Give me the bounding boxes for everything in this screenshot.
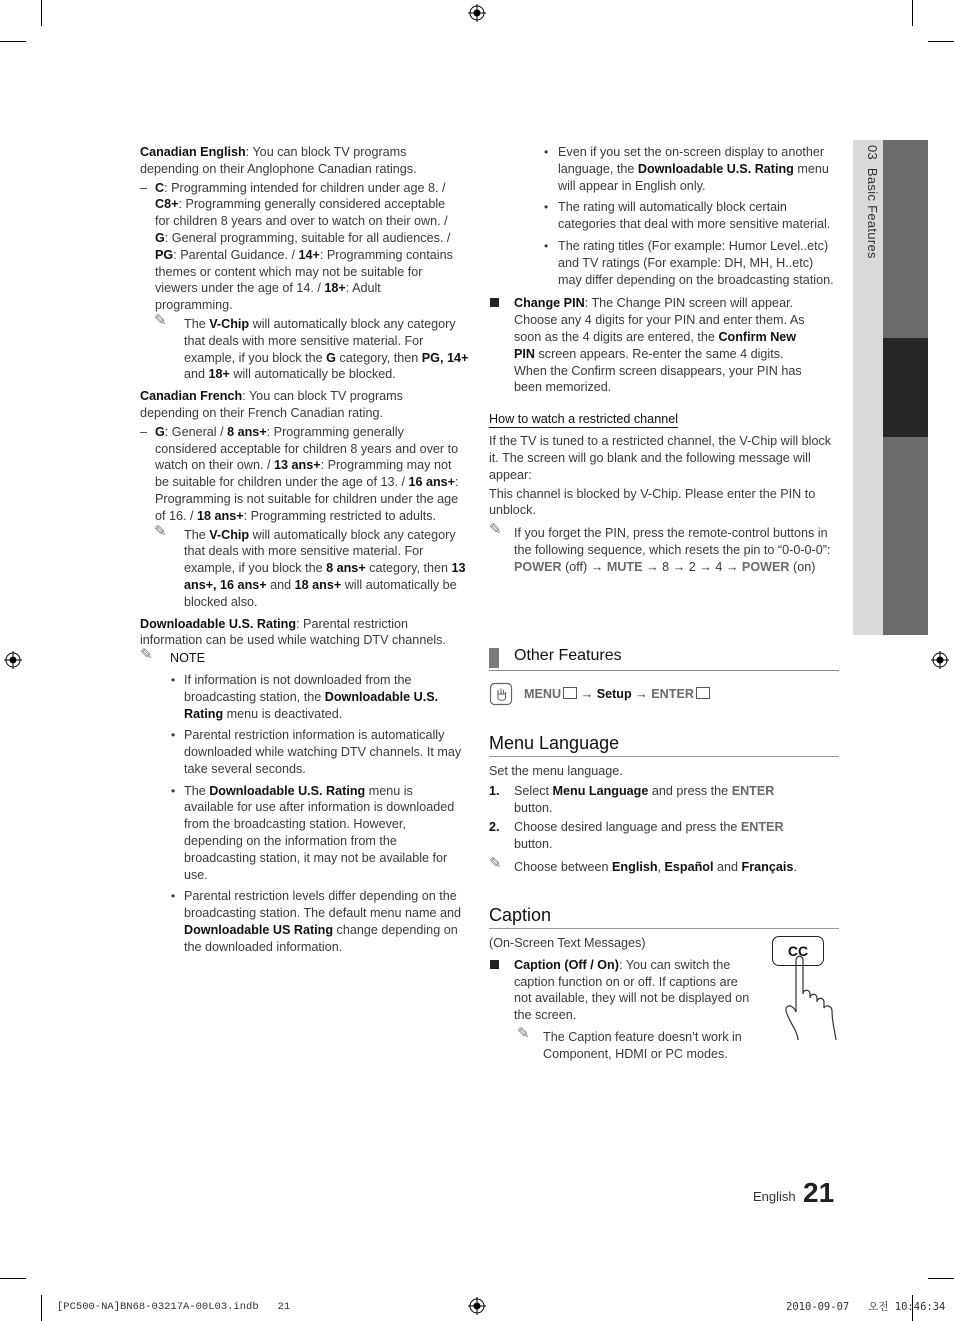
text: Canadian English: [140, 145, 246, 159]
side-tab-dark-bottom: [883, 437, 928, 635]
enter-icon: [696, 687, 710, 699]
list-item: • The rating will automatically block certain categories that deal with more sensitive material.: [544, 200, 831, 232]
pencil-note-icon: ✎: [140, 646, 153, 664]
downloadable-notes-list: [140, 672, 470, 956]
change-pin-item: [489, 295, 814, 396]
bullet-dot: •: [544, 238, 549, 253]
pencil-note-icon: ✎: [517, 1024, 530, 1042]
text: →: [577, 687, 597, 701]
crop-mark: [0, 41, 26, 42]
bullet-dot: •: [544, 200, 549, 215]
list-item: • The Downloadable U.S. Rating menu is available for use after information is downloaded from the broadcasting station. However, depending on the information from the broadcasting station, it may not be available for use.: [171, 783, 455, 882]
crop-mark: [0, 1278, 26, 1279]
page-number: 21: [803, 1177, 835, 1208]
text: Other Features: [514, 647, 622, 664]
heading-bar: [489, 648, 499, 668]
remote-hand-icon: [770, 934, 842, 1044]
pencil-note-icon: ✎: [489, 854, 502, 872]
canadian-english-note: [140, 311, 470, 383]
canadian-english-paragraph: [140, 144, 430, 178]
registration-mark-icon: [468, 4, 486, 22]
text: →: [631, 687, 652, 701]
canadian-french-ratings: – G: General / 8 ans+: Programming generally considered acceptable for children 8 years and over to watch on their own. / 13 ans+: Programming may not be suitable for children under the age of 13. / 16 ans+: Programming is not suitable for children under the age of 16. / 18 ans+: Programming restricted to adults.: [140, 424, 459, 523]
canadian-french-paragraph: [140, 388, 430, 422]
chapter-title: Basic Features: [865, 167, 880, 259]
text: NOTE: [170, 651, 205, 666]
list-item: • Parental restriction information is automatically downloaded while watching DTV channels. It may take several seconds.: [171, 728, 462, 776]
square-bullet: [490, 298, 499, 307]
chapter-number: 03: [865, 145, 880, 161]
step-number: 2.: [489, 820, 500, 835]
pencil-note-icon: ✎: [154, 522, 167, 540]
bullet-dot: •: [171, 783, 176, 798]
side-tab-dark-top: [883, 140, 928, 338]
heading-rule: [489, 928, 839, 929]
forget-pin-note: [489, 521, 839, 575]
footer-language: English: [753, 1189, 796, 1204]
vchip-notes-list: [489, 144, 839, 288]
pencil-note-icon: ✎: [154, 311, 167, 329]
paragraph-text: Caption (Off / On): You can switch the caption function on or off. If captions are not available, they will not be displayed on the screen.: [514, 957, 750, 1023]
paragraph-text: G: General / 8 ans+: Programming generally considered acceptable for children 8 years and over to watch on their own. / 13 ans+: Programming may not be suitable for children under the age of 13. / 16 ans+: Programming is not suitable for children under the age of 16. / 18 ans+: Programming restricted to adults.: [155, 424, 459, 523]
text: : You can block TV programs depending on their French Canadian rating.: [140, 389, 403, 420]
bullet-dot: •: [171, 889, 176, 904]
caption-item: [489, 957, 757, 1024]
list-item: • If information is not downloaded from the broadcasting station, the Downloadable U.S. Rating menu is deactivated.: [171, 672, 439, 721]
downloadable-rating-paragraph: [140, 616, 460, 650]
side-tab-active: [883, 338, 928, 437]
menu-language-heading: Menu Language: [489, 733, 620, 753]
text: Canadian French: [140, 389, 243, 404]
menu-language-intro: Set the menu language.: [489, 764, 623, 778]
paragraph-text: The V-Chip will automatically block any category that deals with more sensitive material. For example, if you block the G category, then PG, 14+ and 18+ will automatically be blocked.: [184, 316, 469, 382]
heading-rule: [489, 756, 839, 757]
column-right: [489, 144, 839, 576]
blocked-message: This channel is blocked by V-Chip. Please enter the PIN to unblock.: [489, 486, 816, 518]
list-item: • Parental restriction levels differ depending on the broadcasting station. The default menu name and Downloadable US Rating change depending on the downloaded information.: [171, 889, 462, 954]
caption-subtitle: (On-Screen Text Messages): [489, 936, 646, 950]
crop-mark: [928, 41, 954, 42]
bullet-dot: •: [544, 145, 549, 159]
square-bullet: [490, 960, 499, 969]
crop-mark: [912, 0, 913, 26]
paragraph-text: If you forget the PIN, press the remote-control buttons in the following sequence, which resets the pin to “0-0-0-0”: POWER (off) → MUTE → 8 → 2 → 4 → POWER (on): [514, 526, 831, 574]
list-item: • The rating titles (For example: Humor Level..etc) and TV ratings (For example: DH, MH, H..etc) may differ depending on the broadcasting station.: [544, 238, 834, 287]
paragraph-text: C: Programming intended for children under age 8. / C8+: Programming generally considered acceptable for children 8 years and over to watch on their own. / G: General programming, suitable for all audiences. / PG: Parental Guidance. / 14+: Programming contains themes or content which may not be suitable for viewers under the age of 14. / 18+: Adult programming.: [155, 180, 453, 313]
hand-icon: [780, 952, 842, 1042]
enter-label: ENTER: [651, 687, 694, 701]
text: Downloadable U.S. Rating: [140, 616, 297, 631]
bullet-dot: •: [171, 728, 176, 743]
canadian-english-ratings: – C: Programming intended for children under age 8. / C8+: Programming generally considered acceptable for children 8 years and over to watch on their own. / G: General programming, suitable for all audiences. / PG: Parental Guidance. / 14+: Programming contains themes or content which may not be suitable for viewers under the age of 14. / 18+: Adult programming.: [140, 180, 460, 314]
step-number: 1.: [489, 783, 500, 798]
crop-mark: [41, 1295, 42, 1321]
registration-mark-icon: [468, 1297, 486, 1315]
note-heading: [140, 646, 470, 667]
text: The Caption feature doesn’t work in Component, HDMI or PC modes.: [543, 1029, 742, 1061]
restricted-channel-title: How to watch a restricted channel: [489, 412, 678, 427]
step-item: 2. Choose desired language and press the ENTER button.: [489, 820, 784, 852]
text: : Parental restriction information can be used while watching DTV channels.: [140, 616, 446, 648]
language-note: [489, 854, 839, 876]
registration-mark-icon: [4, 651, 22, 669]
menu-path: [489, 682, 839, 708]
text: : You can block TV programs depending on their Anglophone Canadian ratings.: [140, 145, 417, 176]
bullet-dot: •: [171, 672, 176, 687]
step-item: 1. Select Menu Language and press the ENTER button.: [489, 783, 775, 815]
caption-note: [489, 1024, 758, 1063]
restricted-channel-text: If the TV is tuned to a restricted channel, the V-Chip will block it. The screen will go blank and the following message will appear:: [489, 434, 832, 482]
chapter-label: [860, 145, 880, 259]
menu-label: MENU: [524, 687, 562, 701]
paragraph-text: Choose between English, Español and Français.: [514, 859, 797, 874]
registration-mark-icon: [931, 651, 949, 669]
paragraph-text: Change PIN: The Change PIN screen will appear. Choose any 4 digits for your PIN and enter them. As soon as the 4 digits are entered, the Confirm New PIN screen appears. Re-enter the same 4 digits. When the Confirm screen disappears, your PIN has been memorized.: [514, 296, 805, 395]
footer-date: 2010-09-07 오전 10:46:34: [786, 1301, 946, 1313]
list-item: • Even if you set the on-screen display to another language, the Downloadable U.S. Rating menu will appear in English only.: [544, 145, 829, 193]
menu-language-section: [489, 732, 839, 876]
pencil-note-icon: ✎: [489, 521, 502, 539]
cc-button: CC: [772, 936, 824, 966]
canadian-french-note: [140, 522, 470, 611]
crop-mark: [41, 0, 42, 26]
footer-file: [PC500-NA]BN68-03217A-00L03.indb 21: [57, 1301, 291, 1313]
heading-rule: [489, 670, 839, 671]
menu-language-steps: [489, 783, 839, 853]
column-left: [140, 144, 470, 961]
menu-grid-icon: [563, 687, 577, 699]
caption-heading: Caption: [489, 905, 552, 925]
restricted-channel-section: [489, 411, 839, 519]
setup-label: Setup: [596, 687, 632, 701]
paragraph-text: The V-Chip will automatically block any category that deals with more sensitive material. For example, if you block the 8 ans+ category, then 13 ans+, 16 ans+ and 18 ans+ will automatically be blocked also.: [184, 527, 466, 609]
crop-mark: [928, 1278, 954, 1279]
remote-menu-icon: [489, 682, 513, 706]
